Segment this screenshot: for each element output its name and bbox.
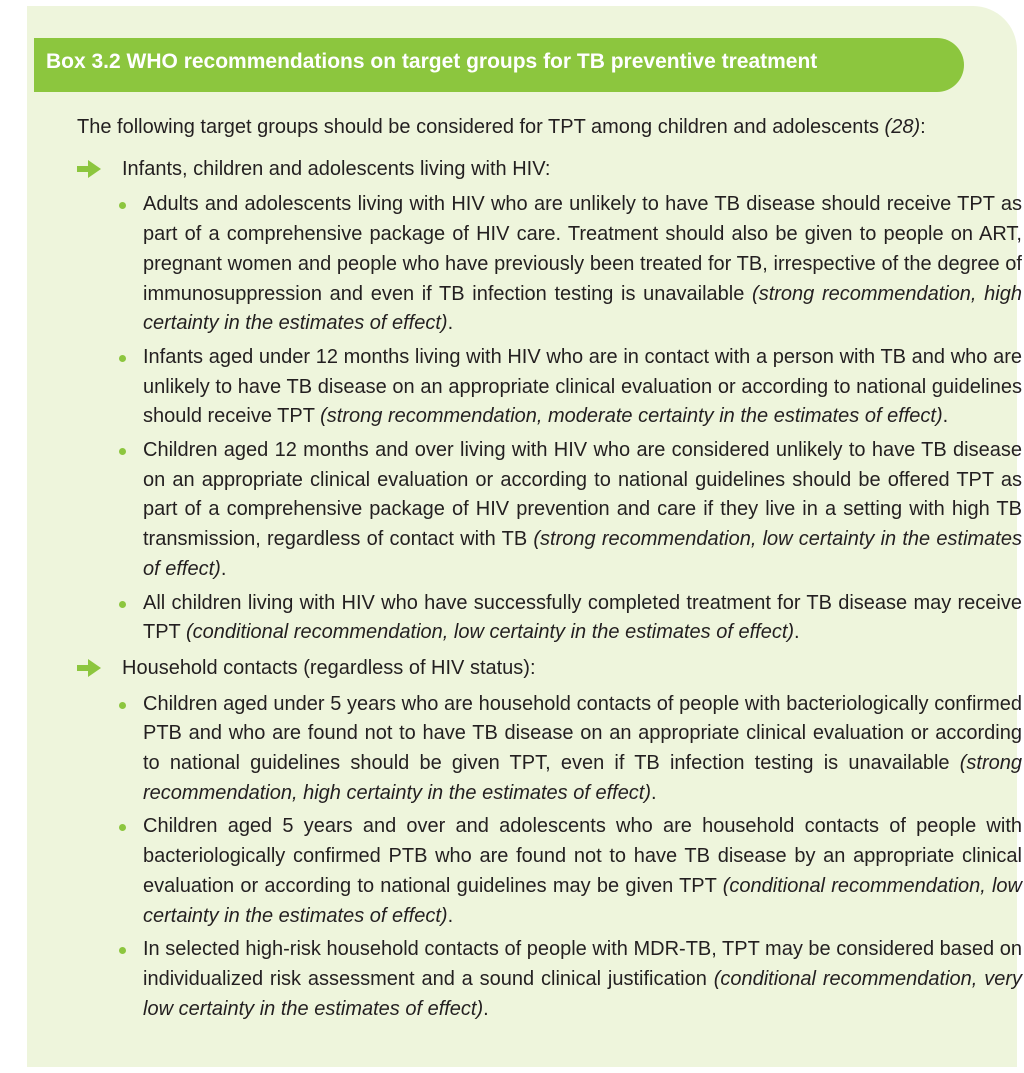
bullet-dot-icon bbox=[119, 448, 126, 455]
item-text: Children aged 5 years and over and adolescents who are household contacts of people with bacteriologically confirmed PTB who are found not to have TB disease by an appropriate clinical evaluation or according to national guidelines may be given TPT bbox=[143, 815, 1022, 897]
item-text: Infants aged under 12 months living with HIV who are in contact with a person with TB and who are unlikely to have TB disease on an appropriate clinical evaluation or according to national guidelines should receive TPT bbox=[143, 345, 1022, 428]
item-end: . bbox=[942, 405, 949, 428]
group-heading: Household contacts (regardless of HIV status): bbox=[122, 656, 536, 679]
list-item bbox=[77, 589, 1022, 648]
item-end: . bbox=[483, 997, 489, 1020]
item-note: (strong recommendation, high certainty in the estimates of effect) bbox=[143, 752, 1022, 804]
item-note: (conditional recommendation, low certainty in the estimates of effect) bbox=[143, 874, 1022, 927]
bullet-dot-icon bbox=[119, 824, 126, 831]
item-end: . bbox=[794, 621, 800, 644]
bullet-dot-icon bbox=[119, 202, 126, 209]
item-text: Adults and adolescents living with HIV who are unlikely to have TB disease should receive TPT as part of a comprehensive package of HIV care. Treatment should also be given to people on ART, pregnant women and people who have previously been treated for TB, irrespective of the degree of immunosuppression and even if TB infection testing is unavailable bbox=[143, 193, 1022, 305]
item-note: (strong recommendation, low certainty in the estimates of effect) bbox=[143, 528, 1022, 580]
item-text: Children aged under 5 years who are household contacts of people with bacteriologically confirmed PTB and who are found not to have TB disease on an appropriate clinical evaluation or according to national guidelines should be given TPT, even if TB infection testing is unavailable bbox=[143, 692, 1022, 775]
item-note: (strong recommendation, high certainty in the estimates of effect) bbox=[143, 282, 1022, 335]
intro-tail: : bbox=[920, 116, 926, 138]
list-item bbox=[77, 812, 1022, 931]
group-heading-row bbox=[77, 654, 1022, 684]
recommendation-list bbox=[77, 690, 1022, 1025]
list-item bbox=[77, 436, 1022, 585]
item-note: (conditional recommendation, low certainty in the estimates of effect) bbox=[185, 621, 795, 644]
item-end: . bbox=[651, 781, 657, 804]
item-end: . bbox=[447, 904, 454, 927]
recommendation-box bbox=[27, 6, 1022, 1067]
bullet-dot-icon bbox=[119, 355, 126, 362]
intro-text: The following target groups should be considered for TPT among children and adolescents bbox=[77, 116, 885, 138]
list-item bbox=[77, 190, 1022, 339]
item-note: (strong recommendation, moderate certainty in the estimates of effect) bbox=[320, 405, 943, 428]
group-heading: Infants, children and adolescents living with HIV: bbox=[122, 157, 551, 180]
item-note: (conditional recommendation, very low certainty in the estimates of effect) bbox=[143, 967, 1022, 1020]
target-group-household-contacts bbox=[77, 654, 1022, 1024]
box-content bbox=[77, 113, 1022, 1030]
item-text: In selected high-risk household contacts of people with MDR-TB, TPT may be considered based on individualized risk assessment and a sound clinical justification bbox=[143, 938, 1022, 990]
list-item bbox=[77, 343, 1022, 432]
box-title: Box 3.2 WHO recommendations on target groups for TB preventive treatment bbox=[46, 50, 818, 73]
list-item bbox=[77, 935, 1022, 1024]
intro-reference: (28) bbox=[884, 116, 921, 138]
recommendation-list bbox=[77, 190, 1022, 648]
arrow-right-icon bbox=[77, 160, 101, 178]
item-text: All children living with HIV who have successfully completed treatment for TB disease may receive TPT bbox=[143, 591, 1022, 644]
bullet-dot-icon bbox=[119, 601, 126, 608]
group-heading-row bbox=[77, 155, 1022, 185]
arrow-right-icon bbox=[77, 659, 101, 677]
list-item bbox=[77, 690, 1022, 809]
bullet-dot-icon bbox=[119, 702, 126, 709]
target-group-hiv bbox=[77, 155, 1022, 648]
item-end: . bbox=[220, 557, 227, 580]
bullet-dot-icon bbox=[119, 947, 126, 954]
item-text: Children aged 12 months and over living with HIV who are considered unlikely to have TB disease on an appropriate clinical evaluation or according to national guidelines should be offered TPT as part of a comprehensive package of HIV prevention and care if they live in a setting with high TB transmission, regardless of contact with TB bbox=[143, 439, 1022, 551]
item-end: . bbox=[447, 312, 454, 335]
intro-paragraph bbox=[77, 113, 1022, 143]
